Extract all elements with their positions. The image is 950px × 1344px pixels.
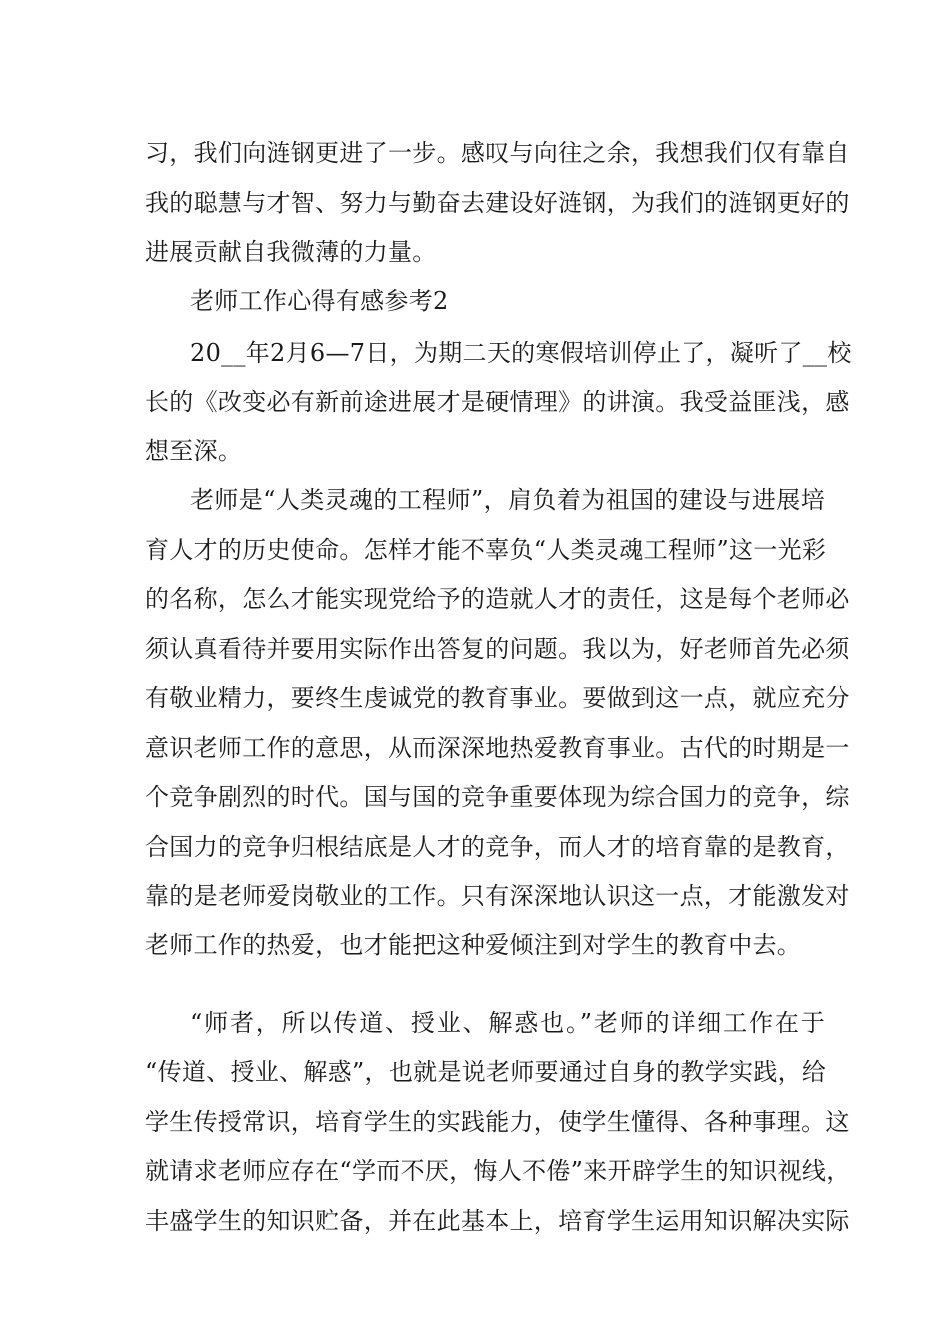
section-heading: 老师工作心得有感参考2 <box>190 287 449 315</box>
body-text-line: 丰盛学生的知识贮备，并在此基本上，培育学生运用知识解决实际 <box>145 1207 850 1235</box>
body-text-line: 育人才的历史使命。怎样才能不辜负“人类灵魂工程师”这一光彩 <box>145 536 827 564</box>
body-text-line: 长的《改变必有新前途进展才是硬情理》的讲演。我受益匪浅，感 <box>145 388 850 416</box>
body-text-line: 有敬业精力，要终生虔诚党的教育事业。要做到这一点，就应充分 <box>145 684 850 712</box>
body-text-line: 进展贡献自我微薄的力量。 <box>145 238 437 266</box>
body-text-line: “师者，所以传道、授业、解惑也。”老师的详细工作在于 <box>190 1009 825 1037</box>
body-text-line: 意识老师工作的意思，从而深深地热爱教育事业。古代的时期是一 <box>145 734 850 762</box>
body-text-line: 就请求老师应存在“学而不厌，悔人不倦”来开辟学生的知识视线， <box>145 1157 851 1185</box>
body-text-line: 我的聪慧与才智、努力与勤奋去建设好涟钢，为我们的涟钢更好的 <box>145 189 850 217</box>
body-text-line: 个竞争剧烈的时代。国与国的竞争重要体现为综合国力的竞争，综 <box>145 783 850 811</box>
body-text-line: 须认真看待并要用实际作出答复的问题。我以为，好老师首先必须 <box>145 635 850 663</box>
body-text-line: 合国力的竞争归根结底是人才的竞争，而人才的培育靠的是教育， <box>145 833 850 861</box>
body-text-line: 老师工作的热爱，也才能把这种爱倾注到对学生的教育中去。 <box>145 931 802 959</box>
body-text-line: 想至深。 <box>145 437 243 465</box>
body-text-line: 的名称，怎么才能实现党给予的造就人才的责任，这是每个老师必 <box>145 585 850 613</box>
body-text-line: 靠的是老师爱岗敬业的工作。只有深深地认识这一点，才能激发对 <box>145 882 850 910</box>
body-text-line: “传道、授业、解惑”，也就是说老师要通过自身的教学实践，给 <box>145 1058 827 1086</box>
body-text-line: 20__年2月6—7日，为期二天的寒假培训停止了，凝听了__校 <box>190 339 852 367</box>
body-text-line: 学生传授常识，培育学生的实践能力，使学生懂得、各种事理。这 <box>145 1108 850 1136</box>
body-text-line: 习，我们向涟钢更进了一步。感叹与向往之余，我想我们仅有靠自 <box>145 139 850 167</box>
body-text-line: 老师是“人类灵魂的工程师”，肩负着为祖国的建设与进展培 <box>190 486 825 514</box>
